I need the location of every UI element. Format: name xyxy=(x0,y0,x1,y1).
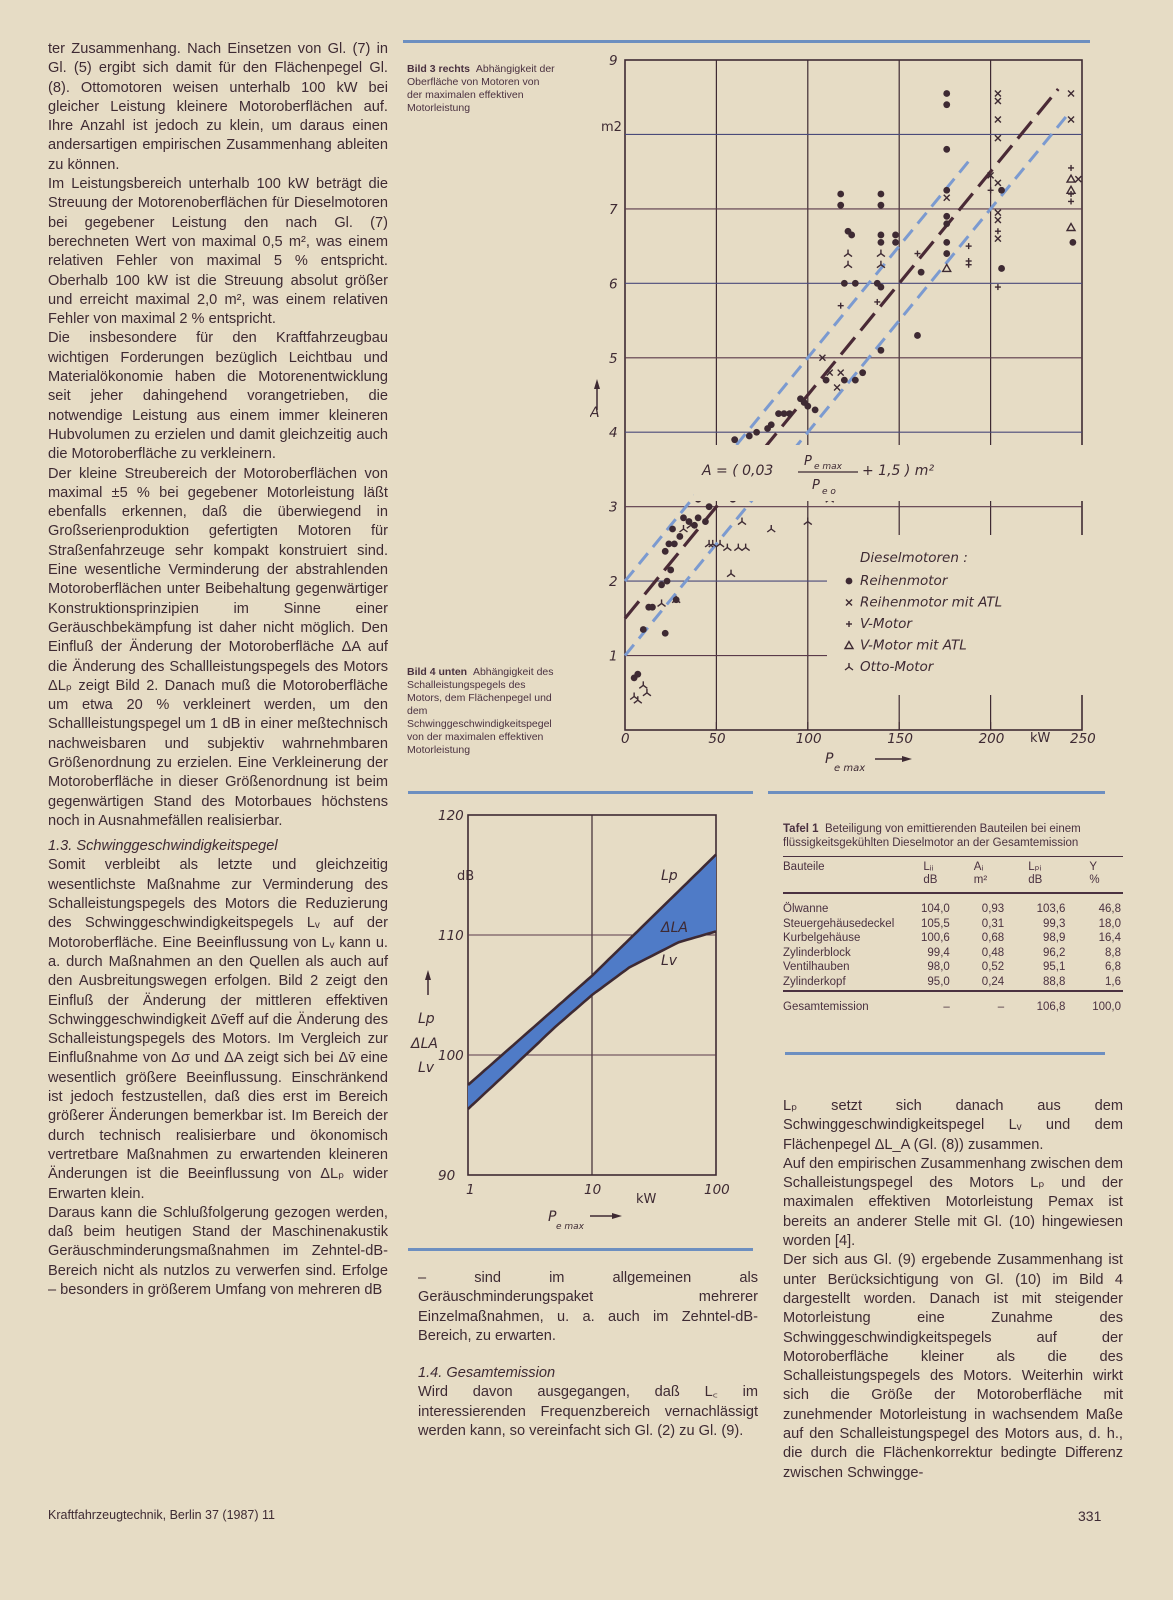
col-header-name: Lᵢᵢ xyxy=(923,861,934,873)
y-tick-label: 110 xyxy=(438,928,464,944)
data-point-dot xyxy=(804,403,811,410)
data-point-dot xyxy=(706,503,713,510)
caption-bild3 xyxy=(407,63,557,115)
footer-journal: Kraftfahrzeugtechnik, Berlin 37 (1987) 11 xyxy=(48,1508,275,1522)
paragraph: Daraus kann die Schlußfolgerung gezogen werden, daß beim heutigen Stand der Maschinenakustik Geräuschminderungsmaßnahmen im Zehntel-dB-Bereich nicht als nutzlos zu verwerfen sind. Erfolge – besonders in größerem Umfang von mehreren dB xyxy=(48,1204,388,1298)
col-header xyxy=(905,857,959,894)
data-point-x xyxy=(995,236,1001,242)
table-cell: Gesamtemission xyxy=(783,991,905,1015)
col-header-unit: m² xyxy=(973,874,988,886)
tri-stroke xyxy=(848,265,852,268)
paragraph: Wird davon ausgegangen, daß L꜀ im interessierenden Frequenzbereich vernachlässigt werden kann, so vereinfacht sich Gl. (2) zu Gl. (9). xyxy=(418,1384,758,1440)
tri-stroke xyxy=(742,522,746,525)
legend-label: Reihenmotor xyxy=(860,573,948,589)
tri-stroke xyxy=(687,525,691,528)
table-cell: 0,68 xyxy=(981,932,1005,945)
data-point-dot xyxy=(943,220,950,227)
data-point-dot xyxy=(837,202,844,209)
chart-bild3 xyxy=(590,45,1110,780)
x-arrow-head-icon xyxy=(612,1213,622,1219)
table-cell: 0,24 xyxy=(981,975,1005,988)
data-point-dot xyxy=(664,578,671,585)
formula-lhs: A = ( 0,03 xyxy=(702,463,774,479)
table-cell: 104,0 xyxy=(905,893,959,917)
data-point-dot xyxy=(878,347,885,354)
x-axis-label-sub: e max xyxy=(556,1222,585,1232)
table-row xyxy=(783,917,1123,932)
table-cell: Zylinderblock xyxy=(783,946,851,959)
data-point-tri xyxy=(742,544,750,551)
tri-stroke xyxy=(738,522,742,525)
data-point-tri xyxy=(723,544,731,551)
data-point-dot xyxy=(837,191,844,198)
table-caption xyxy=(783,822,1123,850)
y-unit-label: m2 xyxy=(601,120,622,135)
paragraph: Somit verbleibt als letzte und gleichzeitig wesentlichste Maßnahme zur Verminderung des Schalleistungspegels des Motors die Reduzierung des Schwinggeschwindigkeitspegels Lᵥ auf der Motoroberfläche. Eine Beeinflussung von Lᵥ kann u. a. durch Maßnahmen an den Quellen als auch auf den Ausbreitungswegen erfolgen. Bild 2 zeigt den Einfluß der Änderung der mittleren effektiven Schwinggeschwindigkeit Δv̄eff auf die Änderung des Schalleistungspegels des Motors. Im Vergleich zur Einflußnahme von Δσ und ΔA zeigt sich bei Δv̄ eine wesentlich größere Beeinflussung. Einschränkend ist jedoch festzustellen, daß dies erst im Bereich größerer Änderungen bemerkbar ist. Im Bereich der durch technisch realisierbare und ökonomisch vertretbare Maßnahmen zu erwartenden kleineren Änderungen ist die Beeinflussung von ΔLₚ wider Erwarten klein. xyxy=(48,857,388,1202)
data-point-plus xyxy=(1068,191,1074,197)
paragraph: ter Zusammenhang. Nach Einsetzen von Gl. (7) in Gl. (5) ergibt sich damit für den Flächenpegel Gl. (8). Ottomotoren weisen unterhalb 100 kW bei gleicher Leistung kleinere Motoroberflächen auf. Ihre Anzahl ist jedoch zu klein, um daraus einen andersartigen empirischen Zusammenhang ableiten zu können. xyxy=(48,41,388,173)
table-cell: 1,6 xyxy=(1105,975,1121,988)
data-point-tri xyxy=(877,250,885,257)
table-row xyxy=(783,893,1123,917)
data-point-dot xyxy=(768,421,775,428)
data-point-dot xyxy=(662,548,669,555)
tri-stroke xyxy=(771,529,775,532)
tri-stroke xyxy=(881,254,885,257)
col-header-unit: dB xyxy=(923,874,938,886)
data-point-tri xyxy=(844,261,852,268)
table-total-row xyxy=(783,991,1123,1015)
data-point-plus xyxy=(966,262,972,268)
paragraph: Die insbesondere für den Kraftfahrzeugbau wichtigen Forderungen bezüglich Leichtbau und Materialökonomie haben die Motorenentwicklung seit jeher dahingehend vorangetrieben, die notwendige Leistung aus einem immer kleineren Hubvolumen zu erzielen und damit gleichzeitig auch die Motoroberfläche zu verkleinern. xyxy=(48,330,388,463)
rule-bild4-bottom xyxy=(408,1248,753,1251)
x-tick-label: 50 xyxy=(708,731,726,747)
table-row xyxy=(783,960,1123,975)
data-point-dot xyxy=(852,280,859,287)
table-cell: 0,31 xyxy=(981,917,1005,930)
data-point-dot xyxy=(702,518,709,525)
y-tick-label: 5 xyxy=(609,350,618,367)
data-point-dot xyxy=(878,191,885,198)
chart-bild4 xyxy=(408,800,753,1240)
paragraph: Im Leistungsbereich unterhalb 100 kW beträgt die Streuung der Motorenoberflächen für Dieselmotoren bei gegebener Leistung den nach Gl. (7) berechneten Wert von maximal 0,5 m², was einem relativen Fehler von maximal 5 % entspricht. Oberhalb 100 kW ist die Streuung absolut größer und erreicht maximal 2,0 m², was einem relativen Fehler von maximal 2 % entspricht. xyxy=(48,176,388,328)
table-cell: 103,6 xyxy=(1014,893,1075,917)
data-point-plus xyxy=(995,284,1001,290)
data-point-x xyxy=(834,385,840,391)
data-point-plus xyxy=(1068,165,1074,171)
formula-rhs: + 1,5 ) m² xyxy=(862,463,935,479)
data-point-dot xyxy=(943,239,950,246)
data-point-tri xyxy=(734,544,742,551)
series-label-dla: ΔLA xyxy=(661,920,688,936)
y-tick-label: 3 xyxy=(609,499,618,516)
col-header-unit: dB xyxy=(1028,874,1043,886)
rule-table-top xyxy=(768,791,1105,794)
data-point-tri xyxy=(767,525,775,532)
data-point-x xyxy=(995,210,1001,216)
data-point-dot xyxy=(667,567,674,574)
data-point-dot xyxy=(753,429,760,436)
data-point-plus xyxy=(966,243,972,249)
data-point-plus xyxy=(914,251,920,257)
rule-table-bottom xyxy=(785,1052,1105,1055)
tri-stroke xyxy=(727,548,731,551)
data-point-dot xyxy=(943,146,950,153)
data-point-dot xyxy=(669,526,676,533)
data-point-dot xyxy=(878,284,885,291)
data-point-triangle xyxy=(1067,224,1075,231)
data-point-dot xyxy=(878,239,885,246)
data-point-dot xyxy=(841,280,848,287)
data-point-dot xyxy=(859,369,866,376)
table-title: Beteiligung von emittierenden Bauteilen bei einem flüssigkeitsgekühlten Dieselmotor an der Gesamtemission xyxy=(783,823,1081,849)
table-cell: 106,8 xyxy=(1014,991,1075,1015)
tri-stroke xyxy=(727,574,731,577)
legend-label: Reihenmotor mit ATL xyxy=(860,594,1003,611)
table-tafel1 xyxy=(783,822,1123,1014)
y-tick-label: 2 xyxy=(609,574,618,591)
formula-numerator: P xyxy=(804,454,812,469)
caption-text: Abhängigkeit des Schalleistungspegels des Motors, dem Flächenpegel und dem Schwinggeschwindigkeitspegel von der maximalen effektiven Motorleistung xyxy=(407,666,554,756)
tri-stroke xyxy=(844,265,848,268)
tri-stroke xyxy=(662,603,666,606)
data-point-dot xyxy=(1069,239,1076,246)
data-point-plus xyxy=(1068,198,1074,204)
data-point-dot xyxy=(671,540,678,547)
legend-marker-dot xyxy=(846,578,853,585)
col-header: Bauteile xyxy=(783,857,905,894)
data-point-dot xyxy=(878,202,885,209)
data-point-dot xyxy=(998,265,1005,272)
x-axis-label: P xyxy=(548,1209,557,1225)
tri-stroke xyxy=(634,700,638,703)
data-point-dot xyxy=(918,269,925,276)
y-tick-label: 100 xyxy=(438,1048,464,1064)
data-point-plus xyxy=(995,228,1001,234)
y-axis-label: A xyxy=(590,405,600,421)
section-heading-1-3: 1.3. Schwinggeschwindigkeitspegel xyxy=(48,838,278,855)
data-point-dot xyxy=(845,228,852,235)
legend-title: Dieselmotoren : xyxy=(860,550,968,566)
x-tick-label: 250 xyxy=(1070,731,1096,747)
x-unit-label: kW xyxy=(636,1192,657,1207)
table-cell: Steuergehäusedeckel xyxy=(783,917,895,930)
legend-label: V-Motor mit ATL xyxy=(860,637,967,654)
tri-stroke xyxy=(767,529,771,532)
table-cell: 16,4 xyxy=(1098,932,1121,945)
y-tick-label: 6 xyxy=(609,276,618,293)
y-tick-label: 120 xyxy=(438,808,464,824)
x-arrow-head-icon xyxy=(902,756,912,762)
y-tick-label: 1 xyxy=(609,648,618,665)
x-tick-label: 0 xyxy=(621,731,630,747)
x-tick-label: 1 xyxy=(466,1182,475,1198)
y-tick-label: 7 xyxy=(609,201,618,218)
caption-bild4 xyxy=(407,666,557,757)
table-cell: 98,9 xyxy=(1042,932,1066,945)
data-point-tri xyxy=(630,693,638,700)
data-point-plus xyxy=(838,303,844,309)
data-point-dot xyxy=(662,630,669,637)
x-axis-label: P xyxy=(825,751,834,767)
tri-stroke xyxy=(683,529,687,532)
top-rule xyxy=(403,40,1090,43)
table-cell: 18,0 xyxy=(1098,917,1121,930)
tri-stroke xyxy=(658,603,662,606)
table-cell: Ventilhauben xyxy=(783,961,850,974)
data-point-triangle xyxy=(943,264,951,271)
table-cell: 99,4 xyxy=(927,946,950,959)
data-point-dot xyxy=(812,406,819,413)
table-label: Tafel 1 xyxy=(783,823,819,835)
data-point-x xyxy=(1068,91,1074,97)
tri-stroke xyxy=(647,693,651,696)
y-tick-label: 90 xyxy=(438,1168,456,1184)
tri-stroke xyxy=(720,544,724,547)
table-cell: Zylinderkopf xyxy=(783,975,846,988)
data-point-x xyxy=(838,370,844,376)
tri-stroke xyxy=(731,574,735,577)
data-point-x xyxy=(995,91,1001,97)
x-tick-label: 100 xyxy=(704,1182,730,1198)
data-point-tri xyxy=(658,599,666,606)
tri-stroke xyxy=(639,685,643,688)
legend-label: Otto-Motor xyxy=(860,659,934,675)
y-unit-label: dB xyxy=(457,869,475,884)
tri-stroke xyxy=(630,697,634,700)
data-point-tri xyxy=(643,689,651,696)
legend-label: V-Motor xyxy=(860,616,912,632)
data-point-tri xyxy=(679,525,687,532)
y-arrow-head-icon xyxy=(425,970,431,980)
data-point-plus xyxy=(874,299,880,305)
data-point-x xyxy=(995,180,1001,186)
table-row xyxy=(783,946,1123,961)
page-number: 331 xyxy=(1078,1508,1102,1524)
table-cell: 100,6 xyxy=(921,932,950,945)
table-cell: 88,8 xyxy=(1042,975,1066,988)
paragraph: – sind im allgemeinen als Geräuschminderungspaket mehrerer Einzelmaßnahmen, u. a. auch im Zehntel-dB-Bereich, zu erwarten. xyxy=(418,1270,758,1344)
data-point-dot xyxy=(823,377,830,384)
data-point-dot xyxy=(943,90,950,97)
data-point-dot xyxy=(649,604,656,611)
table-cell: Kurbelgehäuse xyxy=(783,932,861,945)
data-point-triangle xyxy=(1067,175,1075,182)
paragraph: Der sich aus Gl. (9) ergebende Zusammenhang ist unter Berücksichtigung von Gl. (10) im Bild 4 dargestellt worden. Danach ist mit steigender Motorleistung eine Zunahme des Schwinggeschwindigkeitspegels auf der Motoroberfläche kleiner als die des Schalleistungspegels des Motors. Weiterhin wirkt sich die Größe der Motoroberfläche mit zunehmender Motorleistung in wachsendem Maße auf den Schalleistungspegel des Motors aus, d. h., die durch die Flächenkorrektur bedingte Differenz zwischen Schwingge- xyxy=(783,1252,1123,1481)
tri-stroke xyxy=(742,548,746,551)
data-point-x xyxy=(944,195,950,201)
tri-stroke xyxy=(734,548,738,551)
table-cell: 96,2 xyxy=(1042,946,1066,959)
data-point-tri xyxy=(639,681,647,688)
y-tick-label: 9 xyxy=(609,53,618,69)
table-row xyxy=(783,975,1123,991)
x-tick-label: 200 xyxy=(978,731,1005,747)
formula-denominator: P xyxy=(812,478,820,493)
data-point-dot xyxy=(943,101,950,108)
band-upper xyxy=(625,161,969,581)
data-point-dot xyxy=(943,250,950,257)
x-axis-label-sub: e max xyxy=(834,763,866,774)
text-column-1 xyxy=(48,40,388,1300)
data-point-dot xyxy=(998,187,1005,194)
col-header-name: Aᵢ xyxy=(973,861,984,873)
table-cell: 95,0 xyxy=(927,975,950,988)
data-point-dot xyxy=(892,232,899,239)
tri-stroke xyxy=(844,254,848,257)
table-cell: 46,8 xyxy=(1075,893,1123,917)
series-label-lp: Lp xyxy=(661,868,678,884)
paragraph: Auf den empirischen Zusammenhang zwischen dem Schalleistungspegel des Motors Lₚ und der maximalen effektiven Motorleistung Pemax ist bereits an anderer Stelle mit Gl. (10) hingewiesen worden [4]. xyxy=(783,1155,1123,1250)
table-cell: 0,48 xyxy=(981,946,1005,959)
data-point-x xyxy=(995,217,1001,223)
data-point-dot xyxy=(640,626,647,633)
data-point-dot xyxy=(746,433,753,440)
table-cell: 105,5 xyxy=(921,917,950,930)
table-cell: Ölwanne xyxy=(783,893,905,917)
data-point-dot xyxy=(786,410,793,417)
data-point-x xyxy=(995,135,1001,141)
col-header-name: Lₚᵢ xyxy=(1028,861,1042,873)
data-point-dot xyxy=(892,239,899,246)
tri-stroke xyxy=(679,529,683,532)
data-point-dot xyxy=(731,436,738,443)
x-tick-label: 150 xyxy=(887,731,913,747)
table-cell: – xyxy=(905,991,959,1015)
paragraph: Lₚ setzt sich danach aus dem Schwinggeschwindigkeitspegel Lᵥ und dem Flächenpegel ΔL_A (Gl. (8)) zusammen. xyxy=(783,1098,1123,1153)
data-point-dot xyxy=(676,533,683,540)
y-label-dla: ΔLA xyxy=(411,1036,438,1052)
col-header xyxy=(1075,857,1123,894)
table-cell: 99,3 xyxy=(1042,917,1066,930)
data-point-x xyxy=(995,117,1001,123)
tri-stroke xyxy=(643,685,647,688)
data-point-tri xyxy=(844,250,852,257)
tri-stroke xyxy=(643,693,647,696)
data-point-dot xyxy=(634,671,641,678)
data-point-tri xyxy=(727,570,735,577)
data-point-dot xyxy=(878,232,885,239)
paragraph: Der kleine Streubereich der Motoroberflächen von maximal ±5 % bei gegebener Motorleistung läßt ebenfalls erkennen, daß die überwiegend in Großserienproduktion gefertigten Motoren für Straßenfahrzeuge sehr kompakt konstruiert sind. Eine wesentliche Verminderung der abstrahlenden Motoroberflächen unter Beibehaltung gegenwärtiger Konstruktionsprinzipien im Sinne einer Geräuschbekämpfung ist daher nicht möglich. Den Einfluß der Änderung der Motoroberfläche ΔA auf die Änderung des Schallleistungspegels des Motors ΔLₚ zeigt Bild 2. Danach muß die Motoroberfläche um etwa 20 % verkleinert werden, um den Schallleistungspegel um 1 dB in einer meßtechnisch nachweisbaren und subjektiv wahrnehmbaren Größenordnung zu erzielen. Eine Verkleinerung der Motoroberfläche in dieser Größenordnung ist beim gegenwärtigen Stand des Motorbaues höchstens noch in Ausnahmefällen realisierbar. xyxy=(48,465,388,829)
data-point-x xyxy=(1068,117,1074,123)
table-cell: 0,52 xyxy=(981,961,1005,974)
data-point-dot xyxy=(943,213,950,220)
y-tick-label: 4 xyxy=(609,425,618,442)
y-arrow-head-icon xyxy=(594,379,600,389)
data-point-dot xyxy=(852,377,859,384)
tri-stroke xyxy=(638,700,642,703)
col-header xyxy=(960,857,1014,894)
x-tick-label: 10 xyxy=(584,1182,602,1198)
table-cell: 8,8 xyxy=(1105,946,1121,959)
tri-stroke xyxy=(723,548,727,551)
y-label-lp: Lp xyxy=(418,1011,435,1027)
data-point-plus xyxy=(988,187,994,193)
data-point-dot xyxy=(841,377,848,384)
rule-bild4-top xyxy=(408,791,753,794)
tri-stroke xyxy=(746,548,750,551)
caption-text: Abhängigkeit der Oberfläche von Motoren von der maximalen effektiven Motorleistung xyxy=(407,63,555,114)
col-header-unit: % xyxy=(1089,874,1100,886)
data-point-dot xyxy=(943,187,950,194)
table-cell: 95,1 xyxy=(1042,961,1066,974)
table-header-row xyxy=(783,857,1123,894)
data-point-dot xyxy=(695,514,702,521)
data-point-dot xyxy=(914,332,921,339)
col-header-name: Y xyxy=(1089,861,1098,873)
table-cell: 6,8 xyxy=(1105,961,1121,974)
x-tick-label: 100 xyxy=(795,731,822,747)
caption-label: Bild 4 unten xyxy=(407,666,468,678)
section-heading-1-4: 1.4. Gesamtemission xyxy=(418,1365,556,1382)
y-label-lv: Lv xyxy=(418,1060,435,1076)
tri-stroke xyxy=(848,254,852,257)
formula-numerator-sub: e max xyxy=(814,462,843,472)
tri-stroke xyxy=(877,254,881,257)
data-point-x xyxy=(995,98,1001,104)
text-column-2 xyxy=(418,1269,758,1441)
caption-label: Bild 3 rechts xyxy=(407,63,471,75)
table-cell: 0,93 xyxy=(960,893,1014,917)
table-row xyxy=(783,931,1123,946)
data-point-tri xyxy=(738,518,746,525)
table-cell: – xyxy=(960,991,1014,1015)
formula-denominator-sub: e o xyxy=(822,487,836,497)
series-label-lv: Lv xyxy=(661,953,678,969)
table-cell: 98,0 xyxy=(927,961,950,974)
data-point-x xyxy=(1075,176,1081,182)
col-header xyxy=(1014,857,1075,894)
x-unit-label: kW xyxy=(1030,731,1051,746)
text-column-3 xyxy=(783,1097,1123,1483)
table-cell: 100,0 xyxy=(1075,991,1123,1015)
